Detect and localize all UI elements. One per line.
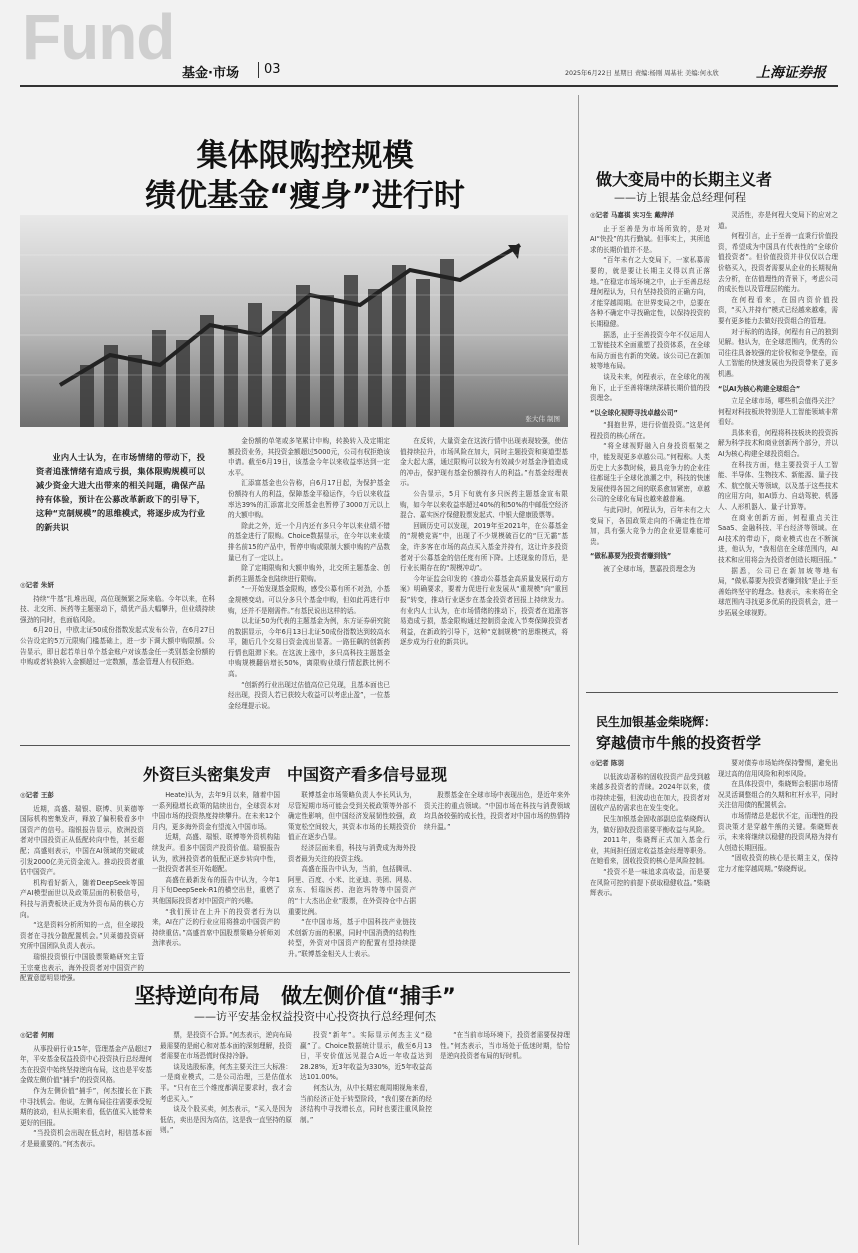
article5-title-line1: 民生加银基金柴晓辉：	[596, 715, 717, 729]
masthead-rule	[20, 85, 838, 87]
article4-col1	[20, 1030, 152, 1245]
paragraph: “我们预计在上升下的投资者行为以来，AI在广泛的行业应用将推动中国资产的持续重估。”高盛首席中国股票策略分析师刘劲津表示。	[152, 907, 280, 948]
paragraph: “一开始发现基金限购，感受公募有所不对劲，小基金规模变动。可以分多只个基金申购，但如此再进行申购，还并不是刚需件。”有基民说出这样的话。	[228, 585, 390, 615]
paragraph: 今年证监会印发的《推动公募基金高质量发展行动方案》明确要求，要着力促进行业发展从“重规模”向“重回报”转变，推动行业逐步在基金投资者回报上持续发力。有业内人士认为，在市场情绪的推动下，投资者在追涨容易造成亏损，基金限购通过控制资金流入节奏保障投资者利益，在新政的引导下，这种“克制规模”的思维模式，将逐步成为行业的新共识。	[400, 574, 568, 647]
article2-subhead-1: “以全球化视野寻找卓越公司”	[590, 408, 678, 417]
paragraph: 具体来看，何程将科技板块的投资拆解为科学技术和商业创新两个部分，并以AI为核心构建全球投资组合。	[718, 428, 838, 459]
paragraph: “在当前市场环境下，投资者需要保持理性。”何杰表示，当市场处于低迷时期，恰恰是逆向投资者布局的好时机。	[440, 1031, 570, 1061]
article1-lead	[20, 430, 215, 550]
article4-col4	[440, 1030, 570, 1245]
paragraph: “固收投资的核心是长期主义，保持定力才能穿越周期。”柴晓辉说。	[718, 854, 838, 873]
paragraph: “投资不是一味追求高收益，而是要在风险可控的前提下获取稳健收益。”柴晓辉表示。	[590, 867, 710, 898]
article5-col1	[590, 758, 710, 1243]
paragraph: 以低波动著称的固收投资产品受到越来越多投资者的青睐。2024年以来，债市持续走强，但波动也在加大，投资者对固收产品的需求也在发生变化。	[590, 772, 710, 813]
article4-subtitle: ——访平安基金权益投资中心投资执行总经理何杰	[194, 1010, 436, 1023]
paragraph: 作为左侧价值“捕手”，何杰擅长在下跌中寻找机会。他说，左侧布局往往需要承受短期的波动，但从长期来看，低估值买入能带来更好的回报。	[20, 1086, 152, 1127]
paragraph: 票，是投资不合算。”何杰表示，逆向布局最需要的是耐心和对基本面的深刻理解，投资者需要在市场恐慌时保持冷静。	[160, 1031, 292, 1061]
paragraph: “这是资料分析所知的一点，但全球投资者在寻找分散配置机会。”贝莱德投资研究所中国团队负责人表示。	[20, 921, 144, 951]
article1-col3	[400, 436, 568, 738]
article2-col1	[590, 210, 710, 685]
paragraph: 立足全球市场，哪些机会值得关注？何程对科技板块特别是人工智能领域非常看好。	[718, 397, 838, 427]
paragraph: 投资“新年”。实际显示何杰主义“稳赢”了。Choice数据统计显示，截至6月13日，平安价值远见混合A近一年收益达到28.28%，近3年收益为330%，近5年收益高达101.00%。	[300, 1031, 432, 1082]
article2-subhead-3: “以AI为核心构建全球组合”	[718, 384, 801, 393]
section-rule-bottom	[20, 972, 570, 973]
paragraph: 据悉，公司已在新加坡等地布局，“做私募要为投资者赚到钱”是止于至善始终坚守的理念。他表示，未来将在全球范围内寻找更多优质的投资机会，进一步拓展全球视野。	[718, 566, 838, 617]
fund-logo: Fund	[22, 1, 175, 73]
paragraph: 何杰认为，从中长期宏观周期视角来看，当前经济正处于转型阶段，“我们要在新的经济结构中寻找增长点，同时也要注重风险控制。”	[300, 1083, 432, 1124]
paragraph: 在科技方面，他主要投资于人工智能、半导体、生物技术、新能源、量子技术、航空航天等领域，以及基于这些技术的应用方向，如AI算力、自动驾驶、机器人、人形机器人、量子计算等。	[718, 460, 838, 512]
paragraph: 高盛在最新发布的报告中认为，今年1月下旬DeepSeek-R1的横空出世，重燃了其他国际投资者对中国资产的兴趣。	[152, 875, 280, 905]
paragraph: 谈及选股标准，何杰主要关注三大标准：一是商业模式，二是公司治理，三是估值水平。“只有在三个维度都满足要求时，我才会考虑买入。”	[160, 1062, 292, 1103]
paragraph: 除了定期限购和大额申购外，北交所主题基金、创新药主题基金也陆续进行限购。	[228, 564, 390, 583]
section-rule	[20, 745, 570, 746]
paragraph: 在反转，大量资金在这波行情中出现表现较强，使估值持续拉升，市场风险在加大，同时主题投资和赛道型基金大起大落，通过限购可以较为有效减少对基金净值造成的冲击，保护现有基金份额持有人的利益。”有基金经理表示。	[400, 437, 568, 488]
article5-col2	[718, 758, 838, 1243]
paragraph: 6月20日，中欧北证50成份指数发起式发布公告，在6月27日公告设定的5万元限购门槛基础上，进一步下调大额申购限额。公告显示，即日起若单日单个基金账户对该基金任一类别基金份额的申购或者转换转入金额超过一定数额，基金管理人有权拒绝。	[20, 626, 215, 667]
photo-credit: 张大伟 制图	[525, 415, 560, 423]
paragraph: “拥抱世界，进行价值投资。”这是何程投资的核心所在。	[590, 421, 710, 440]
paragraph: 公告显示，5月下旬就有多只医药主题基金宣布限购，如今年以来收益率超过40%的和50%的中邮低空经济混合、嘉实医疗保健股票发起式、中银大健康股票等。	[400, 489, 568, 520]
paragraph: “将全球视野融入自身投资框架之中，能发现更多卓越公司。”何程称。人类历史上大多数时候，最具竞争力的企业往往都诞生于全球化浪潮之中，科技的快速发展使得各国之间的联系愈加紧密，卓越公司的全球化布局也越来越普遍。	[590, 442, 710, 504]
section-divider	[258, 62, 259, 78]
paragraph: 民生加银基金固收部副总监柴晓辉认为，做好固收投资需要平衡收益与风险。	[590, 814, 710, 834]
paragraph: Heate)认为，去年9月以来，随着中国一系列稳增长政策的陆续出台，全球资本对中国市场的投资热度持续攀升。在未来12个月内，更多海外资金有望流入中国市场。	[152, 791, 280, 831]
paragraph: 从事投研行业15年，管理基金产品超过7年，平安基金权益投资中心投资执行总经理何杰在投资中始终坚持逆向布局，这也是平安基金做左侧价值“捕手”的投资风格。	[20, 1044, 152, 1085]
paragraph: 灵活性，亦是何程大变局下的应对之道。	[718, 211, 838, 230]
paragraph: 与此同时，何程认为，百年未有之大变局下，各国政策走向的不确定性在增加，具有强大竞争力的企业更显难能可贵。	[590, 506, 710, 546]
article5-title-line2: 穿越债市牛熊的投资哲学	[596, 734, 762, 752]
article2-title: 做大变局中的长期主义者	[596, 170, 773, 189]
paragraph: 要对债券市场始终保持警惕，避免出现过高的信用风险和利率风险。	[718, 759, 838, 778]
article3-title: 外资巨头密集发声 中国资产看多信号显现	[142, 765, 447, 784]
paragraph: 在商业创新方面，何程重点关注SaaS、金融科技、平台经济等领域。在AI技术的带动下，商业模式也在不断演进，他认为，“我相信在全球范围内，AI技术和应用将会为投资者创造长期回报。”	[718, 513, 838, 564]
article1-byline: ◎记者 朱妍	[20, 581, 54, 589]
article1-col1	[20, 580, 215, 738]
article3-col3	[288, 790, 416, 965]
paragraph: 在具体投资中，柴晓辉会根据市场情况灵活调整组合的久期和杠杆水平，同时关注信用债的配置机会。	[718, 780, 838, 810]
page-number: 03	[264, 62, 281, 77]
article2-byline: ◎记者 马嘉祺 实习生 戴萍洋	[590, 211, 674, 219]
article5-byline: ◎记者 陈羽	[590, 759, 624, 767]
paragraph: 以北证50为代表的主题基金为例，东方证券研究院的数据显示，今年6月13日北证50成份指数达到较高水平，随后几个交易日资金流出显著。一路狂飙的创新药行情也阻滞下来。在这波上涨中，多只高科技主题基金申购规模翻倍增长50%，离限购业绩行情起跌比例不高。	[228, 617, 390, 679]
article1-title-line1: 集体限购控规模	[196, 138, 414, 174]
paragraph: “当投资机会出现在低点时，相信基本面才是最重要的。”何杰表示。	[20, 1129, 152, 1148]
paper-name: 上海证券报	[756, 65, 826, 81]
article3-byline: ◎记者 王彭	[20, 791, 54, 799]
paragraph: 除此之外，近一个月内还有多只今年以来业绩不错的基金进行了限购。Choice数据显示，在今年以来业绩排名前15的产品中，暂停申购或限制大额申购的产品数量已有了一定以上。	[228, 521, 390, 562]
article3-col4	[424, 790, 570, 965]
paragraph: 止于至善是为市场所致的，是对AI“快投”的共行勤斌。但事实上，其所追求的长期价值并不是。	[590, 224, 710, 254]
paragraph: 在何程看来，在国内资价值投资，“买入并持有”模式已经越来越难，需要有更多能力去做好投资组合的管理。	[718, 295, 838, 325]
article1-title-line2: 绩优基金“瘦身”进行时	[145, 178, 465, 214]
paragraph: 联博基金市场策略负责人李长风认为，尽管短期市场可能会受到关税政策等外部不确定性影响，但中国经济发展韧性较强，政策宽松空间较大，其资本市场的长期投资价值正在逐步凸显。	[288, 791, 416, 842]
paragraph: 股票基金在全球市场中表现出色，是近年来外资关注的重点领域。“中国市场在科技与消费领域均具备较强的成长性，投资者对中国市场的热情持续升温。”	[424, 791, 570, 831]
paragraph: 据悉，止于至善投资今年不仅运用人工智能技术全面重塑了投资体系，在全球布局方面也有新的突破。该公司已在新加坡等地布局。	[590, 330, 710, 371]
paragraph: “在中国市场，基于中国科技产业链技术创新方面的积累，同时中国消费的结构性转型，外资对中国资产的配置有望持续提升。”联博基金相关人士表示。	[288, 918, 416, 958]
article4-title: 坚持逆向布局 做左侧价值“捕手”	[134, 984, 456, 1008]
paragraph: 2011年，柴晓辉正式加入基金行业，其间担任固定收益基金经理等职务。在她看来，固收投资的核心是风险控制。	[590, 836, 710, 866]
paragraph: 近期，高盛、瑞银、联博、贝莱德等国际机构密集发声，释放了偏积极看多中国资产的信号。瑞银报告显示，欧洲投资者对中国投资正从低配转向中性，甚至超配；高盛则表示，中国在AI领域的突破或引发2000亿美元资金流入。推动投资者重估中国资产。	[20, 804, 144, 877]
paragraph: 市场情绪总是起伏不定，而理性的投资决策才是穿越牛熊的关键。柴晓辉表示，未来将继续以稳健的投资风格为持有人创造长期回报。	[718, 811, 838, 852]
paragraph: 谈及未来，何程表示，在全球化的视角下，止于至善将继续深耕长期价值的投资理念。	[590, 372, 710, 403]
lead-text: 业内人士认为，在市场情绪的带动下，投资者追涨情绪有造成亏损，集体限购规模可以减少资金大进大出带来的相关问题，确保产品持有体验，预计在公募改革新政下的引导下，这种“克制规模”的思维模式，将逐步成为行业的新共识	[36, 452, 205, 532]
article4-byline: ◎记者 何雨	[20, 1031, 54, 1039]
paragraph: 金份额的单笔或多笔累计申购，转换转入及定期定额投资业务，其投资金额超过5000元，公司有权拒绝该申请。截至6月19日，该基金今年以来收益率达到一定水平。	[228, 437, 390, 477]
paragraph: 高盛在报告中认为，当前，包括腾讯、阿里、百度、小米、比亚迪、美团、网易、京东、恒瑞医药、泡泡玛特等中国资产的“十大杰出企业”股票，在外资持仓中占据重要比例。	[288, 865, 416, 916]
article3-col1	[20, 790, 144, 983]
article2-col2	[718, 210, 838, 685]
paragraph: 机构看好新入，随着DeepSeek等国产AI模型面世以及政策层面的积极信号，科技与消费板块正成为外资布局的核心方向。	[20, 878, 144, 919]
paragraph: 经济层面来看，科技与消费成为海外投资者最为关注的投资主线。	[288, 843, 416, 863]
column-divider	[578, 95, 579, 1245]
paragraph: 回顾历史可以发现，2019年至2021年，在公募基金的“规模竞赛”中，出现了不少规模破百亿的“巨无霸”基金，许多客在市场的高点买入基金并持有，这让许多投资者对于公募基金的信任度有所下降。上述现象的背后，是行业长期存在的“规模冲动”。	[400, 521, 568, 573]
date-info: 2025年6月22日 星期日 责编:杨刚 周基社 美编:何永欣	[565, 70, 719, 77]
paragraph: “百年未有之大变局下，一家私募需要的，就是要让长期主义得以真正落地。”在稳定市场环境之中，止于至善总经理何程认为，只有坚持投资的正确方向，才能穿越周期。在世界变局之中，总要在各种不确定中寻找确定性，以保持投资的长期稳健。	[590, 256, 710, 328]
article4-col2	[160, 1030, 292, 1245]
paragraph: 瑞银投资银行中国股票策略研究主管王宗豪也表示，海外投资者对中国资产的配置意愿明显增强。	[20, 952, 144, 983]
paragraph: “创新药行业出现过估值高位已兑现，且基本面也已经出现，投资人若已获较大收益可以考虑止盈”，一位基金经理提示说。	[228, 680, 390, 710]
article3-col2	[152, 790, 280, 965]
section-label: 基金·市场	[182, 66, 239, 81]
paragraph: 近期，高盛、瑞银、联博等外资机构陆续发声。看多中国资产投资价值。瑞银报告认为，欧洲投资者的低配正逐步转向中性，一批投资者甚至开始超配。	[152, 833, 280, 874]
masthead	[0, 0, 858, 90]
paragraph: 被了全球市场，慧嘉投资理念为	[603, 565, 696, 573]
paragraph: 持续“牛基”扎堆出现，高位现频繁之际来临。今年以来，在科技、北交所、医药等主题驱动下，绩优产品大幅攀升，但业绩持续强劲的同时，也面临风险。	[20, 594, 215, 624]
paragraph: 汇添富基金也公告称，自6月17日起，为保护基金份额持有人的利益，保障基金平稳运作，今后以来收益率达39%的汇添富北交所基金也暂停了3000万元以上的大额申购。	[228, 479, 390, 520]
article2-subhead-2: “做私募要为投资者赚到钱”	[590, 552, 672, 561]
chart-illustration	[20, 215, 568, 427]
paragraph: 何程引言，止于至善一直秉行价值投资，希望成为中国具有代表性的“全球价值投资者”。但价值投资并非仅仅以合理价格买入，投资者需要从企业的长期视角去分析，在估值理性的背景下，考虑公司的成长性以及管理层的能力。	[718, 232, 838, 294]
paragraph: 谈及个股买卖，何杰表示，“买入是因为低估，卖出是因为高估，这是我一直坚持的原则。”	[160, 1105, 292, 1135]
section-rule-right	[586, 692, 838, 693]
article2-subtitle: ——访上银基金总经理何程	[614, 191, 746, 204]
paragraph: 对于标的的选择，何程有自己的独到见解。他认为，在全球范围内，优秀的公司往往具备较强的定价权和竞争壁垒，而人工智能的快速发展也为投资带来了更多机遇。	[718, 327, 838, 378]
article4-col3	[300, 1030, 432, 1245]
article1-col2	[228, 436, 390, 738]
article1-photo	[20, 215, 568, 427]
